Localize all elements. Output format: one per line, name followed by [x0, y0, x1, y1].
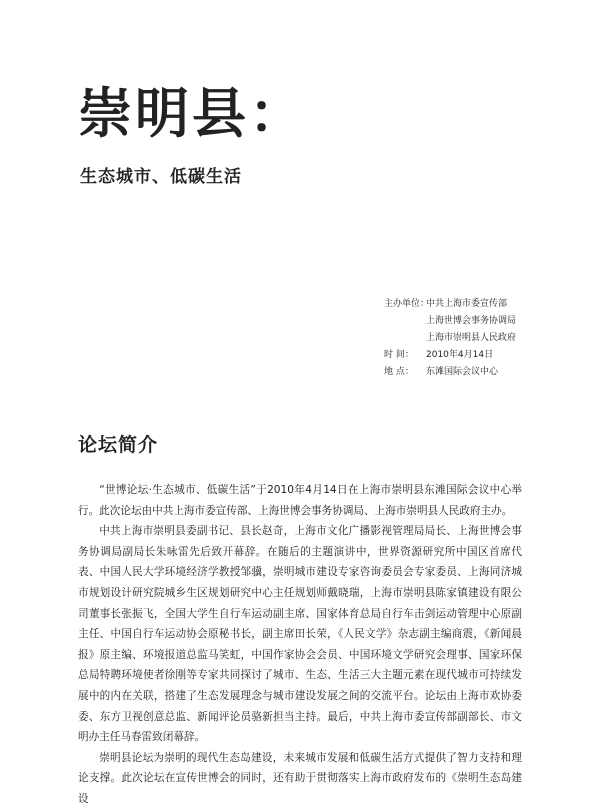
section-title: 论坛简介 — [78, 434, 159, 456]
organizer-list — [426, 296, 516, 347]
organizer-item: 中共上海市委宣传部 — [426, 299, 508, 309]
venue-value: 东滩国际会议中心 — [426, 367, 499, 377]
venue-label: 地 点： — [384, 367, 414, 377]
paragraph: 中共上海市崇明县委副书记、县长赵奇，上海市文化广播影视管理局局长、上海世博会事务协调局副局长朱咏雷先后致开幕辞。在随后的主题演讲中，世界资源研究所中国区首席代表、中国人民大学环境经济学教授邹骥，崇明城市建设专家咨询委员会专家委员、上海同济城市规划设计研究院城乡生区规划研究中心主任规划师戴晓瑞，上海市崇明县陈家镇建设有限公司董事长张振飞，全国大学生自行车运动副主席、国家体育总局自行车击剑运动管理中心原副主任、中国自行车运动协会原秘书长，副主席田长荣，《人民文学》杂志副主编商震，《新闻晨报》原主编、环境报道总监马笑虹，中国作家协会会员、中国环境文学研究会理事、国家环保总局特聘环境使者徐刚等专家共同探讨了城市、生态、生活三大主题元素在现代城市可持续发展中的内在关联，搭建了生态发展理念与城市建设发展之间的交流平台。论坛由上海市欢协委委、东方卫视创意总监、新闻评论员骆新担当主持。最后，中共上海市委宣传部副部长、市文明办主任马春雷致闭幕辞。 — [78, 525, 522, 744]
organizer-row — [384, 296, 516, 347]
venue-row — [384, 364, 516, 381]
page-title: 崇明县： — [78, 81, 306, 145]
forum-introduction — [78, 480, 522, 810]
organizer-item: 上海世博会事务协调局 — [426, 316, 517, 326]
organizer-item: 上海市崇明县人民政府 — [426, 333, 517, 343]
time-row — [384, 347, 516, 364]
time-label: 时 间： — [384, 350, 414, 360]
organizer-label: 主办单位： — [384, 299, 430, 309]
event-info-block — [384, 296, 516, 381]
time-value: 2010年4月14日 — [426, 350, 494, 360]
paragraph: “世博论坛·生态城市、低碳生活”于2010年4月14日在上海市崇明县东滩国际会议中心举行。此次论坛由中共上海市委宣传部、上海世博会事务协调局、上海市崇明县人民政府主办。 — [78, 484, 522, 517]
page-subtitle: 生态城市、低碳生活 — [80, 167, 242, 187]
paragraph: 崇明县论坛为崇明的现代生态岛建设，未来城市发展和低碳生活方式提供了智力支持和理论支撑。此次论坛在宣传世博会的同时，还有助于贯彻落实上海市政府发布的《崇明生态岛建设 — [78, 751, 522, 805]
